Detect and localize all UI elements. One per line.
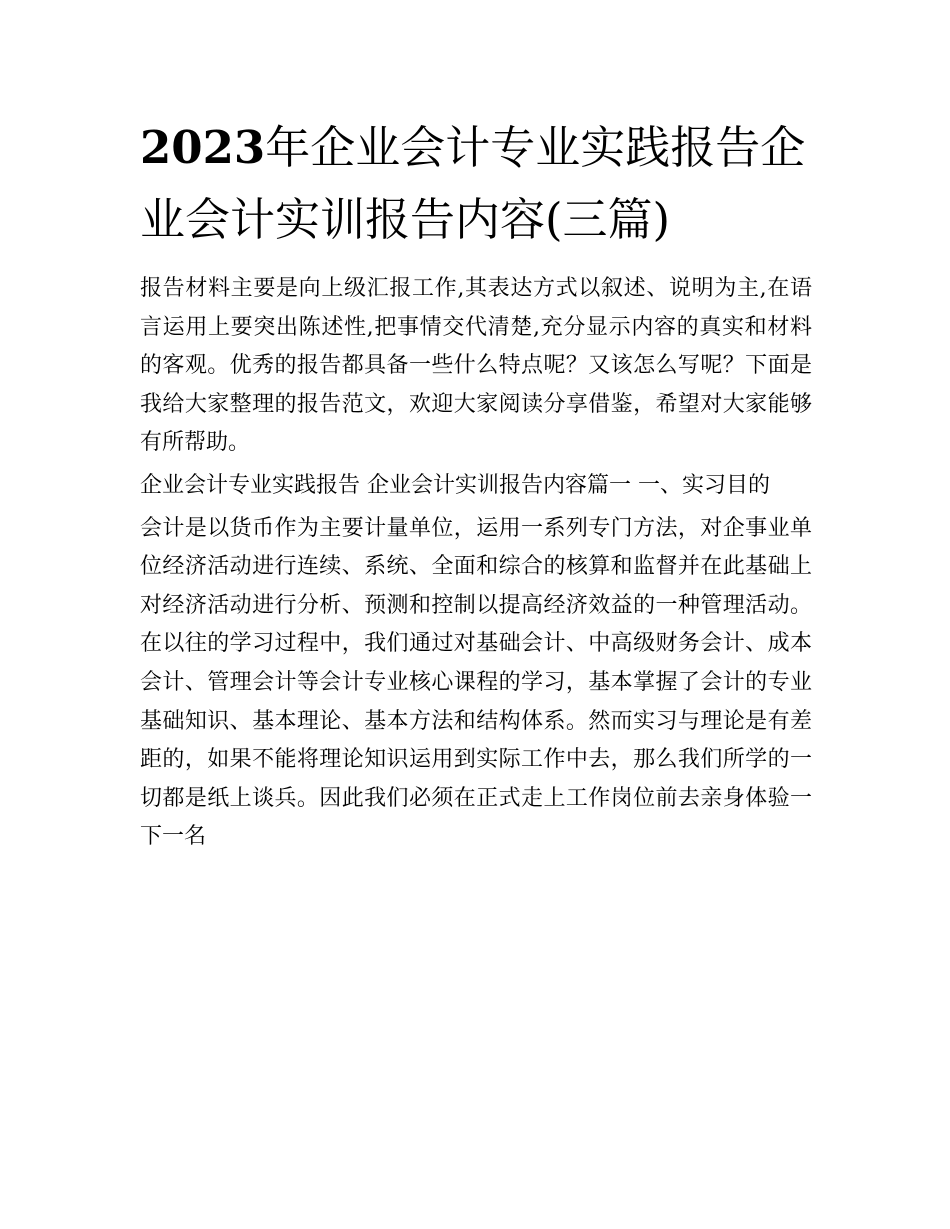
intro-paragraph: 报告材料主要是向上级汇报工作,其表达方式以叙述、说明为主,在语言运用上要突出陈述性,把事情交代清楚,充分显示内容的真实和材料的客观。优秀的报告都具备一些什么特点呢？又该怎么写呢？下面是我给大家整理的报告范文，欢迎大家阅读分享借鉴，希望对大家能够有所帮助。	[140, 276, 812, 456]
body-paragraph: 会计是以货币作为主要计量单位，运用一系列专门方法，对企事业单位经济活动进行连续、系统、全面和综合的核算和监督并在此基础上对经济活动进行分析、预测和控制以提高经济效益的一种管理活动。在以往的学习过程中，我们通过对基础会计、中高级财务会计、成本会计、管理会计等会计专业核心课程的学习，基本掌握了会计的专业基础知识、基本理论、基本方法和结构体系。然而实习与理论是有差距的，如果不能将理论知识运用到实际工作中去，那么我们所学的一切都是纸上谈兵。因此我们必须在正式走上工作岗位前去亲身体验一下一名	[140, 515, 812, 850]
document-title	[140, 112, 812, 256]
section-heading: 企业会计专业实践报告 企业会计实训报告内容篇一 一、实习目的	[140, 472, 770, 498]
title-year: 2023	[140, 121, 266, 174]
title-text: 年企业会计专业实践报告企业会计实训报告内容(三篇)	[140, 121, 806, 246]
document-content	[140, 112, 812, 857]
